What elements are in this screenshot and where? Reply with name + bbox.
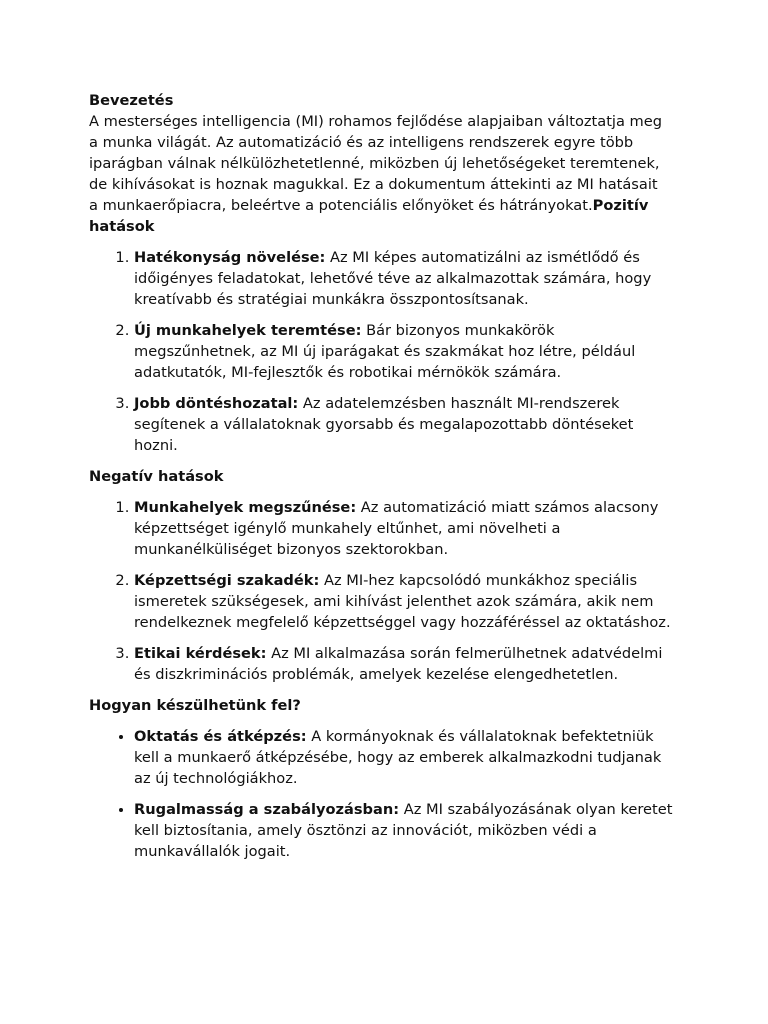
list-item bbox=[134, 799, 679, 862]
intro-paragraph bbox=[89, 111, 669, 237]
prepare-heading: Hogyan készülhetünk fel? bbox=[89, 697, 301, 714]
list-item-text: Az MI alkalmazása során felmerülhetnek adatvédelmi és diszkriminációs problémák, amelyek kezelése elengedhetetlen. bbox=[134, 645, 663, 683]
list-item-text: Az MI szabályozásának olyan keretet kell biztosítania, amely ösztönzi az innovációt, miközben védi a munkavállalók jogait. bbox=[134, 801, 673, 860]
list-item bbox=[134, 320, 679, 383]
list-item-term: Képzettségi szakadék: bbox=[134, 572, 320, 589]
intro-body: A mesterséges intelligencia (MI) rohamos fejlődése alapjaiban változtatja meg a munka világát. Az automatizáció és az intelligens rendszerek egyre több iparágban válnak nélkülözhetetlenné, miközben új lehetőségeket teremtenek, de kihívásokat is hoznak magukkal. Ez a dokumentum áttekinti az MI hatásait a munkaerőpiacra, beleértve a potenciális előnyöket és hátrányokat. bbox=[89, 113, 663, 214]
list-item bbox=[134, 643, 679, 685]
list-item-text: Az MI képes automatizálni az ismétlődő és időigényes feladatokat, lehetővé téve az alkalmazottak számára, hogy kreatívabb és stratégiai munkákra összpontosítsanak. bbox=[134, 249, 652, 308]
intro-section bbox=[89, 90, 680, 237]
positive-list bbox=[89, 247, 679, 456]
list-item-text: Bár bizonyos munkakörök megszűnhetnek, az MI új iparágakat és szakmákat hoz létre, például adatkutatók, MI-fejlesztők és robotikai mérnökök számára. bbox=[134, 322, 636, 381]
list-item-term: Rugalmasság a szabályozásban: bbox=[134, 801, 400, 818]
list-item bbox=[134, 726, 679, 789]
intro-heading: Bevezetés bbox=[89, 92, 174, 109]
list-item-term: Hatékonyság növelése: bbox=[134, 249, 326, 266]
negative-list bbox=[89, 497, 679, 685]
list-item-term: Munkahelyek megszűnése: bbox=[134, 499, 357, 516]
prepare-list bbox=[89, 726, 679, 862]
list-item-term: Jobb döntéshozatal: bbox=[134, 395, 299, 412]
list-item-term: Új munkahelyek teremtése: bbox=[134, 322, 362, 339]
list-item-term: Etikai kérdések: bbox=[134, 645, 267, 662]
positive-heading: Pozitív hatások bbox=[89, 197, 649, 235]
list-item bbox=[134, 247, 679, 310]
list-item bbox=[134, 497, 679, 560]
list-item-term: Oktatás és átképzés: bbox=[134, 728, 307, 745]
list-item bbox=[134, 570, 679, 633]
negative-heading: Negatív hatások bbox=[89, 468, 224, 485]
list-item-text: A kormányoknak és vállalatoknak befektetniük kell a munkaerő átképzésébe, hogy az emberek alkalmazkodni tudjanak az új technológiákhoz. bbox=[134, 728, 662, 787]
list-item bbox=[134, 393, 679, 456]
list-item-text: Az automatizáció miatt számos alacsony képzettséget igénylő munkahely eltűnhet, ami növelheti a munkanélküliséget bizonyos szektorokban. bbox=[134, 499, 659, 558]
list-item-text: Az MI-hez kapcsolódó munkákhoz speciális ismeretek szükségesek, ami kihívást jelenthet azok számára, akik nem rendelkeznek megfelelő képzettséggel vagy hozzáféréssel az oktatáshoz. bbox=[134, 572, 671, 631]
list-item-text: Az adatelemzésben használt MI-rendszerek segítenek a vállalatoknak gyorsabb és megalapozottabb döntéseket hozni. bbox=[134, 395, 634, 454]
